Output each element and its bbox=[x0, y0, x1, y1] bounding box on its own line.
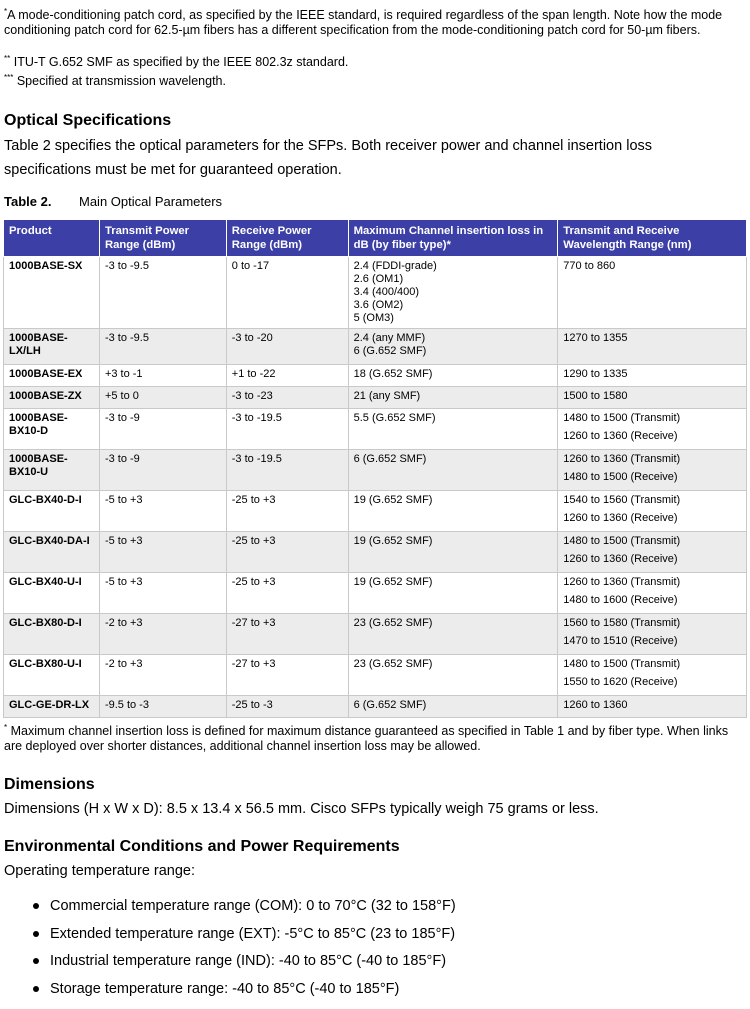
loss-line: 3.6 (OM2) bbox=[353, 299, 404, 311]
optical-specifications-heading: Optical Specifications bbox=[4, 112, 172, 129]
footnote-text: A mode-conditioning patch cord, as specified by the IEEE standard, is required regardless of the span length. Note how the mode conditioning patch cord for 62.5-µm fibers has a different specification from the mode-conditioning patch cord for 50-µm fibers. bbox=[4, 8, 723, 37]
table-row bbox=[4, 409, 747, 450]
loss-line: 23 (G.652 SMF) bbox=[353, 658, 433, 670]
cell-product: 1000BASE- BX10-D bbox=[4, 409, 100, 450]
footnote-mark: * bbox=[4, 723, 8, 732]
cell-transmit: -5 to +3 bbox=[99, 532, 226, 573]
wavelength-line: 1480 to 1500 (Transmit) bbox=[563, 535, 681, 547]
loss-line: 19 (G.652 SMF) bbox=[353, 576, 433, 588]
wavelength-line: 1260 to 1360 (Receive) bbox=[563, 512, 678, 524]
table-row bbox=[4, 696, 747, 718]
list-item bbox=[0, 950, 456, 978]
footnote-2 bbox=[4, 55, 744, 74]
cell-receive: -27 to +3 bbox=[226, 614, 348, 655]
table-row bbox=[4, 450, 747, 491]
cell-transmit: -2 to +3 bbox=[99, 614, 226, 655]
header-transmit-power: Transmit Power Range (dBm) bbox=[99, 220, 226, 257]
cell-product: GLC-BX80-D-I bbox=[4, 614, 100, 655]
table-caption bbox=[4, 194, 222, 209]
wavelength-line: 1480 to 1600 (Receive) bbox=[563, 594, 678, 606]
list-item bbox=[0, 895, 456, 923]
cell-transmit: -2 to +3 bbox=[99, 655, 226, 696]
cell-loss bbox=[348, 491, 558, 532]
table-row bbox=[4, 614, 747, 655]
cell-receive: -3 to -19.5 bbox=[226, 450, 348, 491]
wavelength-line: 1260 to 1360 (Receive) bbox=[563, 553, 678, 565]
table-row bbox=[4, 655, 747, 696]
wavelength-line: 1270 to 1355 bbox=[563, 332, 628, 344]
optical-parameters-table bbox=[3, 219, 747, 718]
cell-product: GLC-BX80-U-I bbox=[4, 655, 100, 696]
footnote-mark: *** bbox=[4, 73, 14, 82]
loss-line: 19 (G.652 SMF) bbox=[353, 535, 433, 547]
wavelength-line: 1550 to 1620 (Receive) bbox=[563, 676, 678, 688]
cell-receive: -27 to +3 bbox=[226, 655, 348, 696]
cell-receive: -25 to -3 bbox=[226, 696, 348, 718]
list-item-text: Extended temperature range (EXT): -5°C to 85°C (23 to 185°F) bbox=[50, 925, 456, 942]
cell-wavelength bbox=[558, 450, 747, 491]
cell-transmit: -5 to +3 bbox=[99, 573, 226, 614]
cell-loss bbox=[348, 365, 558, 387]
bullet-icon bbox=[33, 903, 39, 909]
cell-wavelength bbox=[558, 573, 747, 614]
cell-wavelength bbox=[558, 491, 747, 532]
list-item-text: Industrial temperature range (IND): -40 to 85°C (-40 to 185°F) bbox=[50, 953, 447, 970]
loss-line: 6 (G.652 SMF) bbox=[353, 699, 427, 711]
footnote-mark: * bbox=[4, 7, 8, 16]
wavelength-line: 1540 to 1560 (Transmit) bbox=[563, 494, 681, 506]
cell-wavelength bbox=[558, 655, 747, 696]
cell-transmit: -5 to +3 bbox=[99, 491, 226, 532]
loss-line: 2.6 (OM1) bbox=[353, 273, 404, 285]
cell-product: 1000BASE-SX bbox=[4, 257, 100, 329]
list-item-text: Storage temperature range: -40 to 85°C (-40 to 185°F) bbox=[50, 980, 400, 997]
cell-loss bbox=[348, 655, 558, 696]
cell-wavelength bbox=[558, 329, 747, 365]
table-row bbox=[4, 532, 747, 573]
dimensions-text: Dimensions (H x W x D): 8.5 x 13.4 x 56.5 mm. Cisco SFPs typically weigh 75 grams or less. bbox=[4, 801, 599, 817]
optical-specifications-paragraph: Table 2 specifies the optical parameters for the SFPs. Both receiver power and channel insertion loss specifications must be met for guaranteed operation. bbox=[4, 138, 653, 178]
footnote-text: Specified at transmission wavelength. bbox=[16, 74, 226, 88]
wavelength-line: 1480 to 1500 (Transmit) bbox=[563, 412, 681, 424]
cell-receive: -25 to +3 bbox=[226, 573, 348, 614]
cell-transmit: +5 to 0 bbox=[99, 387, 226, 409]
wavelength-line: 1260 to 1360 bbox=[563, 699, 628, 711]
list-item-text: Commercial temperature range (COM): 0 to 70°C (32 to 158°F) bbox=[50, 898, 456, 914]
wavelength-line: 1290 to 1335 bbox=[563, 368, 628, 380]
table-header-row bbox=[4, 220, 747, 257]
wavelength-line: 1480 to 1500 (Receive) bbox=[563, 471, 678, 483]
cell-loss bbox=[348, 257, 558, 329]
loss-line: 5 (OM3) bbox=[353, 312, 394, 324]
cell-product: 1000BASE-EX bbox=[4, 365, 100, 387]
list-item bbox=[0, 978, 456, 1006]
loss-line: 6 (G.652 SMF) bbox=[353, 453, 427, 465]
table-caption-number: Table 2. bbox=[4, 194, 52, 209]
cell-receive: -3 to -23 bbox=[226, 387, 348, 409]
wavelength-line: 1260 to 1360 (Transmit) bbox=[563, 453, 681, 465]
cell-loss bbox=[348, 573, 558, 614]
wavelength-line: 1480 to 1500 (Transmit) bbox=[563, 658, 681, 670]
cell-product: GLC-GE-DR-LX bbox=[4, 696, 100, 718]
table-row bbox=[4, 257, 747, 329]
cell-transmit: -3 to -9 bbox=[99, 409, 226, 450]
table-row bbox=[4, 365, 747, 387]
loss-line: 23 (G.652 SMF) bbox=[353, 617, 433, 629]
wavelength-line: 1500 to 1580 bbox=[563, 390, 628, 402]
cell-loss bbox=[348, 409, 558, 450]
cell-receive: -25 to +3 bbox=[226, 532, 348, 573]
cell-wavelength bbox=[558, 257, 747, 329]
cell-transmit: -3 to -9.5 bbox=[99, 257, 226, 329]
cell-loss bbox=[348, 696, 558, 718]
cell-transmit: -9.5 to -3 bbox=[99, 696, 226, 718]
temperature-list bbox=[0, 895, 456, 1005]
cell-wavelength bbox=[558, 696, 747, 718]
table-row bbox=[4, 573, 747, 614]
top-footnotes bbox=[4, 8, 744, 90]
bullet-icon bbox=[33, 958, 39, 964]
footnote-mark: ** bbox=[4, 54, 11, 63]
cell-receive: 0 to -17 bbox=[226, 257, 348, 329]
header-channel-loss: Maximum Channel insertion loss in dB (by fiber type)* bbox=[348, 220, 558, 257]
header-receive-power: Receive Power Range (dBm) bbox=[226, 220, 348, 257]
wavelength-line: 1560 to 1580 (Transmit) bbox=[563, 617, 681, 629]
loss-line: 5.5 (G.652 SMF) bbox=[353, 412, 436, 424]
table-row bbox=[4, 387, 747, 409]
cell-loss bbox=[348, 329, 558, 365]
cell-receive: -25 to +3 bbox=[226, 491, 348, 532]
cell-transmit: +3 to -1 bbox=[99, 365, 226, 387]
table-row bbox=[4, 491, 747, 532]
bullet-icon bbox=[33, 931, 39, 937]
cell-product: 1000BASE-ZX bbox=[4, 387, 100, 409]
loss-line: 6 (G.652 SMF) bbox=[353, 345, 427, 357]
footnote-3 bbox=[4, 74, 744, 90]
cell-product: 1000BASE- BX10-U bbox=[4, 450, 100, 491]
cell-wavelength bbox=[558, 614, 747, 655]
table-caption-title: Main Optical Parameters bbox=[79, 194, 223, 209]
footnote-text: Maximum channel insertion loss is defined for maximum distance guaranteed as specified in Table 1 and by fiber type. When links are deployed over shorter distances, additional channel insertion loss may be allowed. bbox=[4, 724, 729, 753]
loss-line: 19 (G.652 SMF) bbox=[353, 494, 433, 506]
header-wavelength: Transmit and Receive Wavelength Range (nm) bbox=[558, 220, 747, 257]
table-row bbox=[4, 329, 747, 365]
cell-transmit: -3 to -9 bbox=[99, 450, 226, 491]
cell-receive: +1 to -22 bbox=[226, 365, 348, 387]
loss-line: 3.4 (400/400) bbox=[353, 286, 420, 298]
cell-product: GLC-BX40-DA-I bbox=[4, 532, 100, 573]
wavelength-line: 1260 to 1360 (Transmit) bbox=[563, 576, 681, 588]
cell-receive: -3 to -19.5 bbox=[226, 409, 348, 450]
wavelength-line: 1470 to 1510 (Receive) bbox=[563, 635, 678, 647]
dimensions-heading: Dimensions bbox=[4, 776, 95, 793]
loss-line: 18 (G.652 SMF) bbox=[353, 368, 433, 380]
wavelength-line: 1260 to 1360 (Receive) bbox=[563, 430, 678, 442]
cell-loss bbox=[348, 614, 558, 655]
cell-receive: -3 to -20 bbox=[226, 329, 348, 365]
environment-intro: Operating temperature range: bbox=[4, 863, 196, 879]
cell-product: GLC-BX40-U-I bbox=[4, 573, 100, 614]
header-product: Product bbox=[4, 220, 100, 257]
wavelength-line: 770 to 860 bbox=[563, 260, 616, 272]
cell-product: GLC-BX40-D-I bbox=[4, 491, 100, 532]
cell-wavelength bbox=[558, 532, 747, 573]
cell-transmit: -3 to -9.5 bbox=[99, 329, 226, 365]
loss-line: 21 (any SMF) bbox=[353, 390, 421, 402]
bullet-icon bbox=[33, 986, 39, 992]
loss-line: 2.4 (FDDI-grade) bbox=[353, 260, 437, 272]
cell-wavelength bbox=[558, 387, 747, 409]
cell-wavelength bbox=[558, 365, 747, 387]
footnote-text: ITU-T G.652 SMF as specified by the IEEE 802.3z standard. bbox=[13, 55, 349, 69]
loss-line: 2.4 (any MMF) bbox=[353, 332, 426, 344]
cell-loss bbox=[348, 387, 558, 409]
cell-product: 1000BASE- LX/LH bbox=[4, 329, 100, 365]
cell-loss bbox=[348, 450, 558, 491]
footnote-1 bbox=[4, 8, 744, 55]
environment-heading: Environmental Conditions and Power Requirements bbox=[4, 838, 400, 855]
list-item bbox=[0, 923, 456, 951]
cell-wavelength bbox=[558, 409, 747, 450]
cell-loss bbox=[348, 532, 558, 573]
table-footnote bbox=[4, 724, 744, 754]
